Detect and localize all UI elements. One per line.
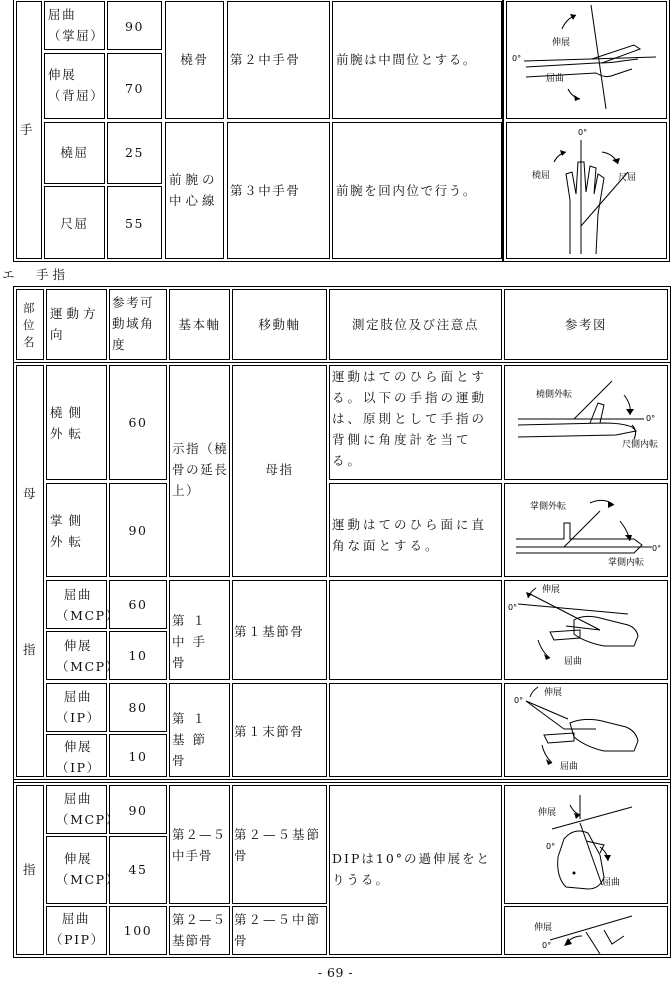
thumb-part-label-2: 指 <box>23 642 38 657</box>
hand-moving-1: 第２中手骨 <box>230 52 301 67</box>
tj-mcp-moving: 第１基節骨 <box>234 624 305 639</box>
thumb-note-1: 運動はてのひら面とする。以下の手指の運動は、原則として手指の背側に角度計を当てる。 <box>332 369 488 468</box>
thumb-fig2-abduction-label: 掌側外転 <box>530 502 567 512</box>
header-moving: 移動軸 <box>258 317 301 332</box>
hand-angle-2: 70 <box>124 81 145 96</box>
fg-mcp-base: 第２—５中手骨 <box>172 827 227 863</box>
thumb-fig2-adduction-label: 掌側内転 <box>608 558 645 568</box>
section-title: 手指 <box>36 267 70 282</box>
section-marker: エ <box>2 267 17 282</box>
header-note: 測定肢位及び注意点 <box>352 317 479 332</box>
fg-pip-base: 第２—５基節骨 <box>172 912 227 948</box>
fg-angle-3: 100 <box>123 923 153 938</box>
tj-motion-2: 伸展（MCP） <box>56 638 120 674</box>
fg-angle-1: 90 <box>128 803 148 818</box>
hand-moving-2: 第３中手骨 <box>230 183 301 198</box>
fg-angle-2: 45 <box>128 862 148 877</box>
wrist-fig2-zero-label: 0° <box>578 128 588 137</box>
fg-pip-moving: 第２—５中節骨 <box>234 912 322 948</box>
tj-motion-1: 屈曲（MCP） <box>56 587 120 623</box>
hand-angle-4: 55 <box>124 216 145 231</box>
tj-motion-4: 伸展（IP） <box>56 739 101 775</box>
tj-angle-2: 10 <box>128 648 148 663</box>
thumb-part-label-1: 母 <box>23 486 38 501</box>
hand-motion-2: 伸展（背屈） <box>48 67 105 103</box>
finger-mcp-figure <box>504 785 668 904</box>
fg-motion-3: 屈曲（PIP） <box>50 911 105 947</box>
tj-angle-4: 10 <box>128 749 148 764</box>
hand-base-1: 橈骨 <box>180 52 209 67</box>
thumb-moving: 母指 <box>265 462 294 477</box>
wrist-flexion-extension-figure <box>506 1 667 119</box>
fg-fig1-zero-label: 0° <box>546 842 556 851</box>
hand-motion-4: 尺屈 <box>60 216 89 231</box>
tj-mcp-base: 第１中手骨 <box>172 613 214 670</box>
fg-motion-1: 屈曲（MCP） <box>56 791 120 827</box>
hand-motion-3: 橈屈 <box>60 145 89 160</box>
thumb-angle-1: 60 <box>128 415 148 430</box>
thumb-angle-2: 90 <box>128 523 148 538</box>
tj-angle-1: 60 <box>128 597 148 612</box>
thumb-radial-abduction-figure <box>504 365 668 480</box>
finger-pip-figure <box>504 906 668 955</box>
header-motion: 運動方向 <box>50 306 100 342</box>
hand-motion-1: 屈曲（掌屈） <box>48 7 105 43</box>
thumb-motion-1: 橈側外転 <box>50 405 88 441</box>
hand-angle-3: 25 <box>124 145 145 160</box>
fg-mcp-moving: 第２—５基節骨 <box>234 827 322 863</box>
thumb-ip-figure <box>504 683 668 777</box>
fg-fig1-extension-label: 伸展 <box>538 808 557 818</box>
thumb-part-cell <box>16 365 44 777</box>
fg-fig2-extension-label: 伸展 <box>534 923 553 933</box>
tj-fig1-extension-label: 伸展 <box>542 585 561 595</box>
fg-motion-2: 伸展（MCP） <box>56 851 120 887</box>
wrist-fig-radial-label: 橈屈 <box>532 171 551 181</box>
thumb-base: 示指（橈骨の延長上） <box>172 441 229 498</box>
header-part: 部位名 <box>23 301 37 349</box>
thumb-fig1-zero-label: 0° <box>646 414 656 423</box>
fingers-part-label: 指 <box>23 862 38 877</box>
page-number: - 69 - <box>317 965 354 980</box>
hand-angle-1: 90 <box>124 19 145 34</box>
wrist-fig-extension-label: 伸展 <box>552 38 571 48</box>
tj-ip-base: 第１基節骨 <box>172 711 214 768</box>
thumb-mcp-figure <box>504 580 668 680</box>
header-base: 基本軸 <box>178 317 221 332</box>
fg-fig2-zero-label: 0° <box>542 941 552 950</box>
tj-motion-3: 屈曲（IP） <box>56 689 101 725</box>
tj-fig1-zero-label: 0° <box>508 603 518 612</box>
tj-fig2-extension-label: 伸展 <box>544 688 563 698</box>
header-figure: 参考図 <box>564 317 608 332</box>
thumb-fig1-abduction-label: 橈側外転 <box>536 390 573 400</box>
tj-fig2-zero-label: 0° <box>514 696 524 705</box>
thumb-fig1-adduction-label: 尺側内転 <box>622 440 659 450</box>
thumb-motion-2: 掌側外転 <box>50 513 88 549</box>
fg-note: DIPは10°の過伸展をとりうる。 <box>332 851 492 887</box>
thumb-note-2: 運動はてのひら面に直角な面とする。 <box>332 517 488 553</box>
tj-note-cell-2 <box>329 683 502 777</box>
wrist-fig-zero-label: 0° <box>512 54 522 63</box>
tj-fig2-flexion-label: 屈曲 <box>560 762 579 772</box>
tj-note-cell-1 <box>329 580 502 680</box>
wrist-fig-flexion-label: 屈曲 <box>546 74 565 84</box>
hand-note-1: 前腕は中間位とする。 <box>336 52 478 67</box>
header-angle: 参考可動域角度 <box>112 295 155 352</box>
tj-ip-moving: 第１末節骨 <box>234 724 305 739</box>
hand-note-2: 前腕を回内位で行う。 <box>336 183 478 198</box>
thumb-palmar-abduction-figure <box>504 483 668 577</box>
fg-fig1-flexion-label: 屈曲 <box>602 878 621 888</box>
tj-fig1-flexion-label: 屈曲 <box>564 657 583 667</box>
wrist-fig-ulnar-label: 尺屈 <box>618 173 637 183</box>
wrist-radial-ulnar-figure <box>506 122 667 259</box>
hand-part-label: 手 <box>20 122 35 137</box>
tj-angle-3: 80 <box>128 700 148 715</box>
hand-base-2: 前腕の中心線 <box>169 172 219 208</box>
thumb-fig2-zero-label: 0° <box>652 544 662 553</box>
